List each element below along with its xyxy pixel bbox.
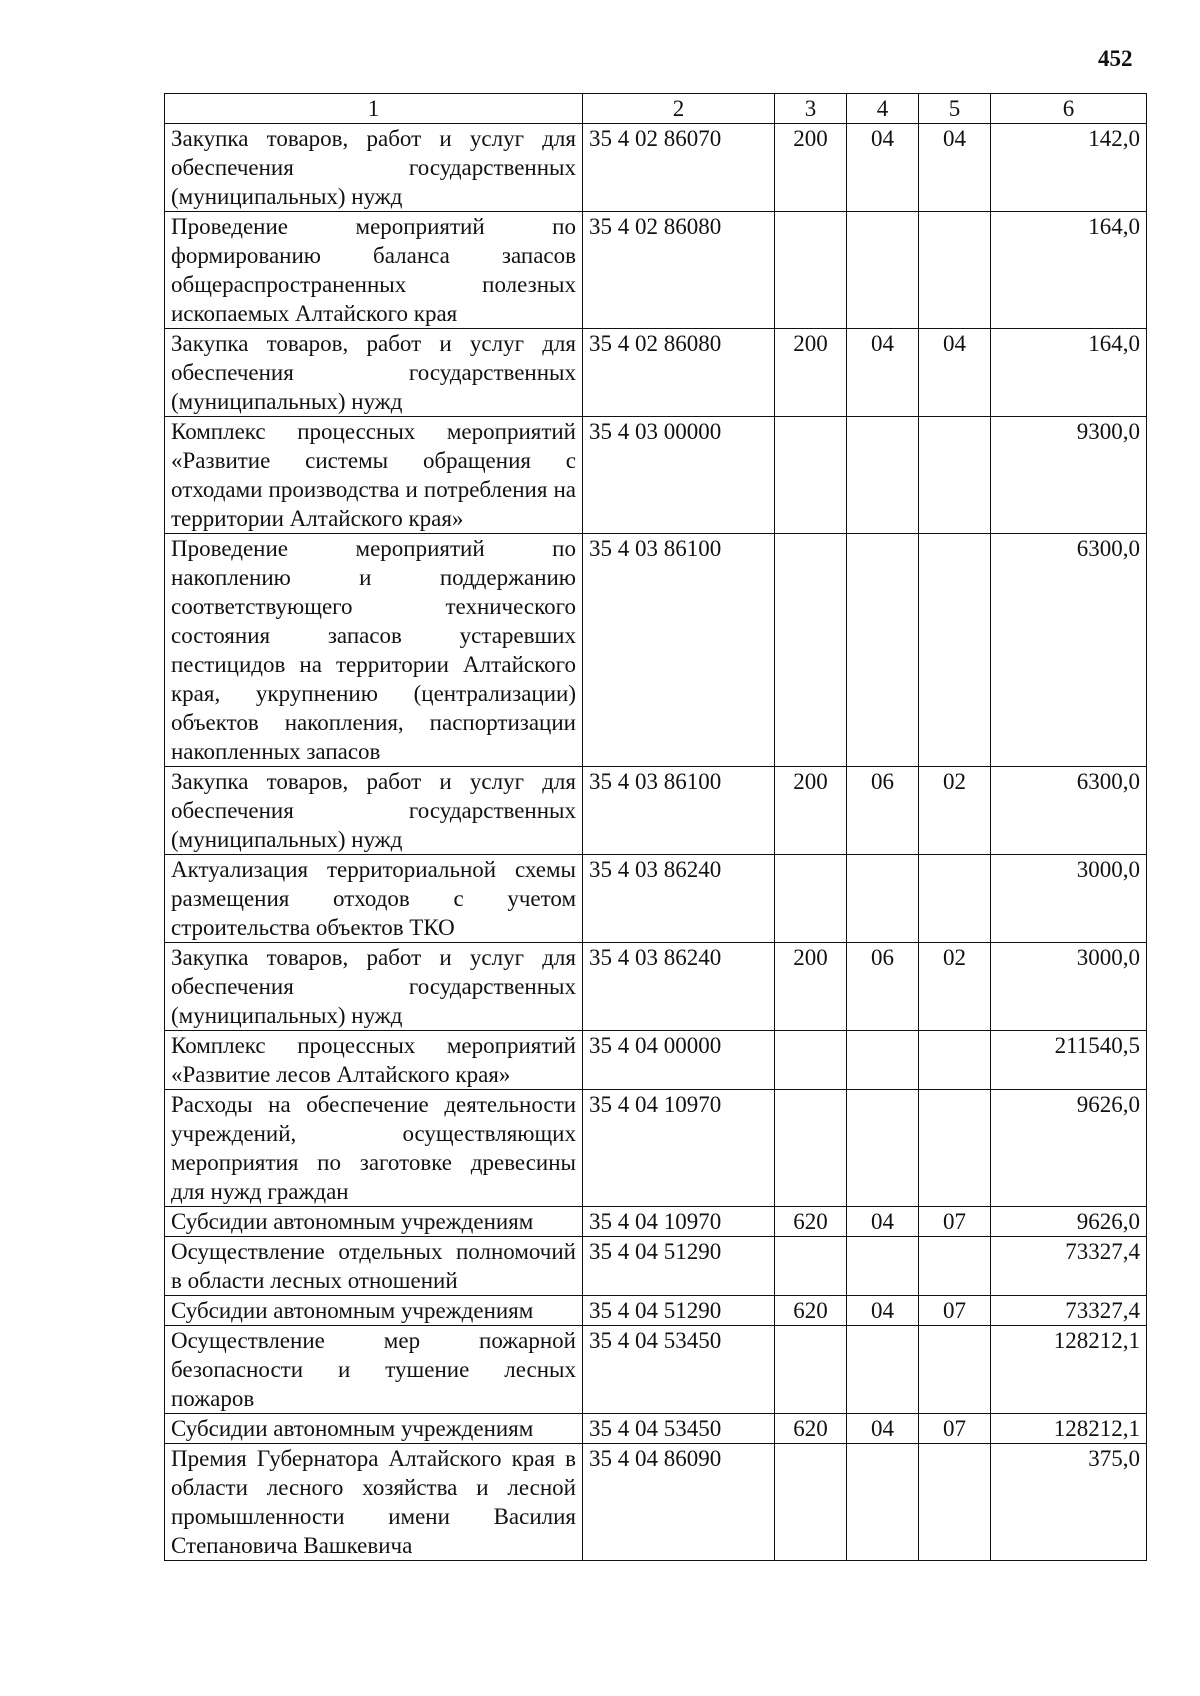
row-col3-cell — [775, 855, 847, 943]
row-name-cell: Субсидии автономным учреждениям — [165, 1207, 583, 1237]
row-name-cell: Закупка товаров, работ и услуг для обеспечения государственных (муниципальных) нужд — [165, 329, 583, 417]
row-name-cell: Комплекс процессных мероприятий «Развитие системы обращения с отходами производства и потребления на территории Алтайского края» — [165, 417, 583, 534]
row-code-cell: 35 4 04 86090 — [583, 1444, 775, 1561]
row-code-cell: 35 4 04 51290 — [583, 1237, 775, 1296]
row-col5-cell: 02 — [919, 767, 991, 855]
table-body — [165, 124, 1147, 1561]
row-code-cell: 35 4 02 86080 — [583, 329, 775, 417]
row-name-cell: Премия Губернатора Алтайского края в области лесного хозяйства и лесной промышленности имени Василия Степановича Вашкевича — [165, 1444, 583, 1561]
row-amount-cell: 375,0 — [991, 1444, 1147, 1561]
row-col3-cell: 200 — [775, 767, 847, 855]
row-name-cell: Закупка товаров, работ и услуг для обеспечения государственных (муниципальных) нужд — [165, 767, 583, 855]
row-col5-cell — [919, 1237, 991, 1296]
row-col3-cell — [775, 212, 847, 329]
row-col3-cell — [775, 534, 847, 767]
column-header: 6 — [991, 94, 1147, 124]
table-row — [165, 943, 1147, 1031]
row-amount-cell: 164,0 — [991, 329, 1147, 417]
row-name-cell: Субсидии автономным учреждениям — [165, 1296, 583, 1326]
row-col4-cell — [847, 212, 919, 329]
row-col5-cell — [919, 855, 991, 943]
row-amount-cell: 73327,4 — [991, 1237, 1147, 1296]
row-amount-cell: 6300,0 — [991, 534, 1147, 767]
row-amount-cell: 6300,0 — [991, 767, 1147, 855]
row-code-cell: 35 4 04 51290 — [583, 1296, 775, 1326]
table-header-row — [165, 94, 1147, 124]
row-col4-cell — [847, 1031, 919, 1090]
row-col5-cell — [919, 534, 991, 767]
row-amount-cell: 9626,0 — [991, 1090, 1147, 1207]
row-col5-cell: 02 — [919, 943, 991, 1031]
row-col5-cell: 04 — [919, 329, 991, 417]
row-name-cell: Осуществление мер пожарной безопасности и тушение лесных пожаров — [165, 1326, 583, 1414]
column-header: 5 — [919, 94, 991, 124]
row-name-cell: Проведение мероприятий по накоплению и поддержанию соответствующего технического состояния запасов устаревших пестицидов на территории Алтайского края, укрупнению (централизации) объектов накопления, паспортизации накопленных запасов — [165, 534, 583, 767]
row-name-cell: Осуществление отдельных полномочий в области лесных отношений — [165, 1237, 583, 1296]
row-col4-cell — [847, 417, 919, 534]
row-col4-cell — [847, 1444, 919, 1561]
row-code-cell: 35 4 02 86070 — [583, 124, 775, 212]
row-col3-cell — [775, 1031, 847, 1090]
table-row — [165, 1414, 1147, 1444]
row-code-cell: 35 4 03 86240 — [583, 855, 775, 943]
row-col3-cell: 200 — [775, 124, 847, 212]
row-code-cell: 35 4 04 00000 — [583, 1031, 775, 1090]
row-code-cell: 35 4 03 00000 — [583, 417, 775, 534]
row-col5-cell — [919, 1031, 991, 1090]
row-col5-cell: 04 — [919, 124, 991, 212]
row-col3-cell: 200 — [775, 943, 847, 1031]
row-col3-cell: 620 — [775, 1207, 847, 1237]
row-code-cell: 35 4 03 86100 — [583, 767, 775, 855]
row-amount-cell: 211540,5 — [991, 1031, 1147, 1090]
row-amount-cell: 9300,0 — [991, 417, 1147, 534]
row-col4-cell: 04 — [847, 329, 919, 417]
row-amount-cell: 128212,1 — [991, 1414, 1147, 1444]
row-amount-cell: 142,0 — [991, 124, 1147, 212]
row-name-cell: Субсидии автономным учреждениям — [165, 1414, 583, 1444]
row-name-cell: Закупка товаров, работ и услуг для обеспечения государственных (муниципальных) нужд — [165, 124, 583, 212]
row-amount-cell: 3000,0 — [991, 855, 1147, 943]
row-code-cell: 35 4 03 86100 — [583, 534, 775, 767]
row-col4-cell — [847, 1326, 919, 1414]
row-col5-cell: 07 — [919, 1414, 991, 1444]
row-col5-cell: 07 — [919, 1296, 991, 1326]
row-col5-cell — [919, 1444, 991, 1561]
row-col3-cell — [775, 1444, 847, 1561]
row-col5-cell — [919, 1326, 991, 1414]
row-col3-cell: 200 — [775, 329, 847, 417]
table-row — [165, 534, 1147, 767]
row-col4-cell: 06 — [847, 943, 919, 1031]
table-row — [165, 1237, 1147, 1296]
column-header: 2 — [583, 94, 775, 124]
table-row — [165, 1031, 1147, 1090]
row-name-cell: Закупка товаров, работ и услуг для обеспечения государственных (муниципальных) нужд — [165, 943, 583, 1031]
row-col5-cell — [919, 212, 991, 329]
table-row — [165, 855, 1147, 943]
row-col4-cell: 06 — [847, 767, 919, 855]
row-col3-cell — [775, 417, 847, 534]
row-code-cell: 35 4 04 53450 — [583, 1414, 775, 1444]
row-amount-cell: 128212,1 — [991, 1326, 1147, 1414]
table-row — [165, 1326, 1147, 1414]
column-header: 3 — [775, 94, 847, 124]
row-col3-cell: 620 — [775, 1296, 847, 1326]
table-row — [165, 1207, 1147, 1237]
row-col3-cell: 620 — [775, 1414, 847, 1444]
row-amount-cell: 9626,0 — [991, 1207, 1147, 1237]
row-amount-cell: 164,0 — [991, 212, 1147, 329]
table-row — [165, 124, 1147, 212]
row-col4-cell — [847, 1090, 919, 1207]
page-number: 452 — [1098, 46, 1133, 71]
row-col3-cell — [775, 1237, 847, 1296]
row-code-cell: 35 4 04 10970 — [583, 1090, 775, 1207]
row-col4-cell — [847, 534, 919, 767]
row-name-cell: Проведение мероприятий по формированию баланса запасов общераспространенных полезных ископаемых Алтайского края — [165, 212, 583, 329]
row-col4-cell: 04 — [847, 1414, 919, 1444]
column-header: 1 — [165, 94, 583, 124]
row-col4-cell: 04 — [847, 124, 919, 212]
row-name-cell: Расходы на обеспечение деятельности учреждений, осуществляющих мероприятия по заготовке древесины для нужд граждан — [165, 1090, 583, 1207]
budget-table — [164, 93, 1147, 1561]
table-row — [165, 1296, 1147, 1326]
row-code-cell: 35 4 04 10970 — [583, 1207, 775, 1237]
row-col5-cell — [919, 417, 991, 534]
row-col4-cell — [847, 1237, 919, 1296]
table-row — [165, 212, 1147, 329]
row-col3-cell — [775, 1326, 847, 1414]
row-col5-cell: 07 — [919, 1207, 991, 1237]
table-row — [165, 1090, 1147, 1207]
table-row — [165, 329, 1147, 417]
row-amount-cell: 3000,0 — [991, 943, 1147, 1031]
table-row — [165, 1444, 1147, 1561]
row-col4-cell: 04 — [847, 1296, 919, 1326]
row-col4-cell: 04 — [847, 1207, 919, 1237]
row-col4-cell — [847, 855, 919, 943]
row-name-cell: Актуализация территориальной схемы размещения отходов с учетом строительства объектов ТКО — [165, 855, 583, 943]
column-header: 4 — [847, 94, 919, 124]
row-col5-cell — [919, 1090, 991, 1207]
row-code-cell: 35 4 04 53450 — [583, 1326, 775, 1414]
row-code-cell: 35 4 02 86080 — [583, 212, 775, 329]
table-row — [165, 767, 1147, 855]
table-row — [165, 417, 1147, 534]
row-code-cell: 35 4 03 86240 — [583, 943, 775, 1031]
row-amount-cell: 73327,4 — [991, 1296, 1147, 1326]
row-name-cell: Комплекс процессных мероприятий «Развитие лесов Алтайского края» — [165, 1031, 583, 1090]
row-col3-cell — [775, 1090, 847, 1207]
